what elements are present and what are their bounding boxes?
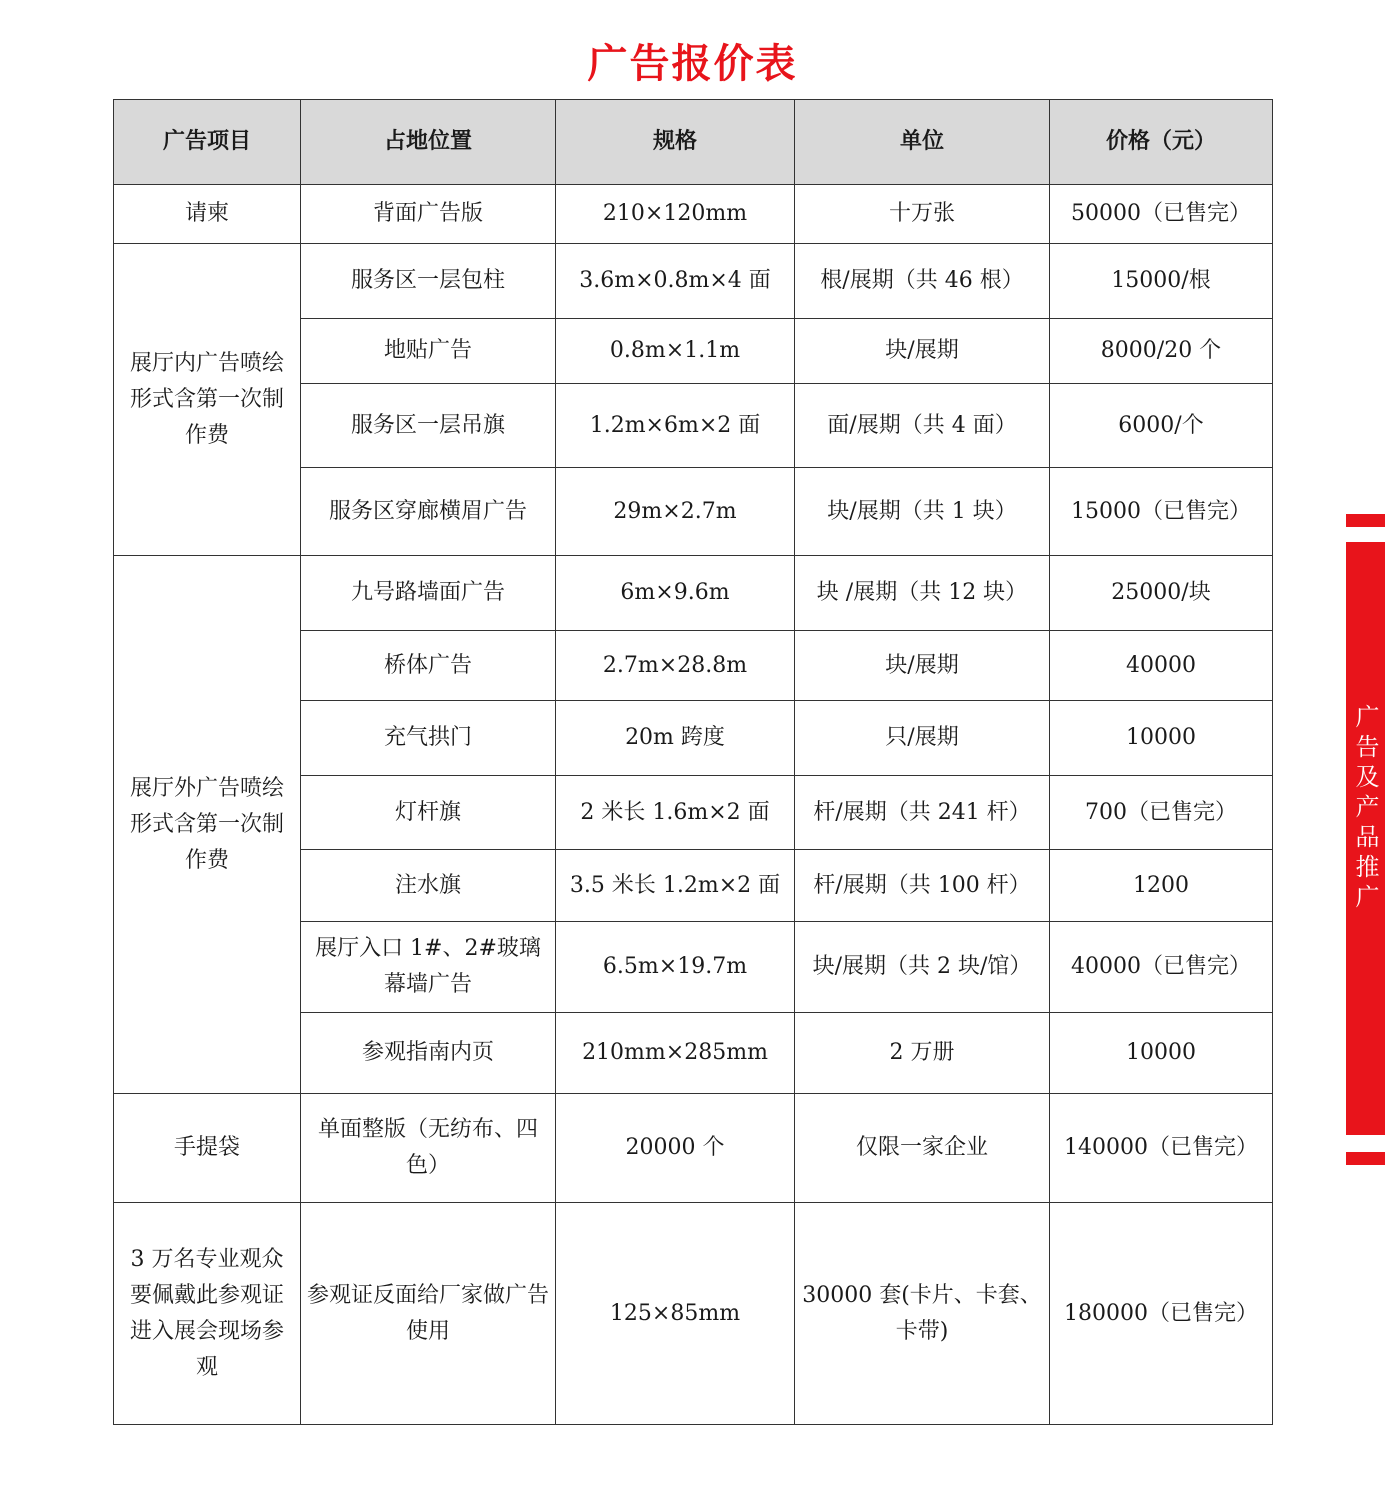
cell-price: 40000（已售完） xyxy=(1050,922,1273,1013)
header-price: 价格（元） xyxy=(1050,100,1273,185)
side-bar-top xyxy=(1346,514,1385,527)
table-row xyxy=(114,1094,1273,1203)
cell-price: 140000（已售完） xyxy=(1050,1094,1273,1203)
cell-unit: 30000 套(卡片、卡套、卡带) xyxy=(795,1203,1050,1425)
cell-location: 桥体广告 xyxy=(301,631,556,701)
cell-price: 1200 xyxy=(1050,850,1273,922)
cell-unit: 杆/展期（共 241 杆） xyxy=(795,776,1050,850)
cell-location: 地贴广告 xyxy=(301,319,556,384)
cell-unit: 仅限一家企业 xyxy=(795,1094,1050,1203)
cell-unit: 块/展期 xyxy=(795,631,1050,701)
cell-item-group: 展厅外广告喷绘形式含第一次制作费 xyxy=(114,556,301,1094)
cell-price: 10000 xyxy=(1050,1013,1273,1094)
cell-price: 180000（已售完） xyxy=(1050,1203,1273,1425)
side-panel xyxy=(1346,542,1385,1135)
cell-spec: 3.6m×0.8m×4 面 xyxy=(556,244,795,319)
cell-price: 700（已售完） xyxy=(1050,776,1273,850)
cell-location: 参观指南内页 xyxy=(301,1013,556,1094)
cell-unit: 只/展期 xyxy=(795,701,1050,776)
cell-location: 服务区一层包柱 xyxy=(301,244,556,319)
side-bar-bottom xyxy=(1346,1152,1385,1165)
cell-item: 请柬 xyxy=(114,185,301,244)
cell-location: 服务区一层吊旗 xyxy=(301,384,556,468)
cell-location: 充气拱门 xyxy=(301,701,556,776)
table-header-row xyxy=(114,100,1273,185)
cell-unit: 十万张 xyxy=(795,185,1050,244)
cell-spec: 6m×9.6m xyxy=(556,556,795,631)
cell-location: 服务区穿廊横眉广告 xyxy=(301,468,556,556)
cell-item-group: 展厅内广告喷绘形式含第一次制作费 xyxy=(114,244,301,556)
cell-price: 50000（已售完） xyxy=(1050,185,1273,244)
cell-unit: 块/展期（共 1 块） xyxy=(795,468,1050,556)
cell-price: 10000 xyxy=(1050,701,1273,776)
cell-spec: 0.8m×1.1m xyxy=(556,319,795,384)
cell-location: 注水旗 xyxy=(301,850,556,922)
table-row xyxy=(114,556,1273,631)
header-unit: 单位 xyxy=(795,100,1050,185)
cell-item: 3 万名专业观众要佩戴此参观证进入展会现场参观 xyxy=(114,1203,301,1425)
table-row xyxy=(114,185,1273,244)
cell-unit: 块/展期（共 2 块/馆） xyxy=(795,922,1050,1013)
cell-spec: 2.7m×28.8m xyxy=(556,631,795,701)
cell-spec: 20m 跨度 xyxy=(556,701,795,776)
cell-price: 40000 xyxy=(1050,631,1273,701)
cell-location: 灯杆旗 xyxy=(301,776,556,850)
cell-unit: 杆/展期（共 100 杆） xyxy=(795,850,1050,922)
cell-location: 展厅入口 1#、2#玻璃幕墙广告 xyxy=(301,922,556,1013)
cell-spec: 210×120mm xyxy=(556,185,795,244)
header-spec: 规格 xyxy=(556,100,795,185)
price-table xyxy=(113,99,1273,1425)
cell-unit: 块 /展期（共 12 块） xyxy=(795,556,1050,631)
cell-spec: 210mm×285mm xyxy=(556,1013,795,1094)
side-label: 广告及产品推广 xyxy=(1351,703,1379,914)
cell-spec: 29m×2.7m xyxy=(556,468,795,556)
cell-location: 参观证反面给厂家做广告使用 xyxy=(301,1203,556,1425)
cell-location: 九号路墙面广告 xyxy=(301,556,556,631)
cell-spec: 125×85mm xyxy=(556,1203,795,1425)
cell-price: 25000/块 xyxy=(1050,556,1273,631)
cell-location: 单面整版（无纺布、四色） xyxy=(301,1094,556,1203)
header-item: 广告项目 xyxy=(114,100,301,185)
cell-spec: 20000 个 xyxy=(556,1094,795,1203)
cell-unit: 根/展期（共 46 根） xyxy=(795,244,1050,319)
cell-spec: 3.5 米长 1.2m×2 面 xyxy=(556,850,795,922)
cell-unit: 块/展期 xyxy=(795,319,1050,384)
cell-item: 手提袋 xyxy=(114,1094,301,1203)
header-location: 占地位置 xyxy=(301,100,556,185)
cell-spec: 6.5m×19.7m xyxy=(556,922,795,1013)
table-row xyxy=(114,244,1273,319)
cell-location: 背面广告版 xyxy=(301,185,556,244)
cell-spec: 2 米长 1.6m×2 面 xyxy=(556,776,795,850)
cell-spec: 1.2m×6m×2 面 xyxy=(556,384,795,468)
cell-price: 15000（已售完） xyxy=(1050,468,1273,556)
cell-unit: 面/展期（共 4 面） xyxy=(795,384,1050,468)
cell-price: 8000/20 个 xyxy=(1050,319,1273,384)
cell-price: 15000/根 xyxy=(1050,244,1273,319)
table-row xyxy=(114,1203,1273,1425)
cell-price: 6000/个 xyxy=(1050,384,1273,468)
page-title: 广告报价表 xyxy=(587,41,798,87)
cell-unit: 2 万册 xyxy=(795,1013,1050,1094)
